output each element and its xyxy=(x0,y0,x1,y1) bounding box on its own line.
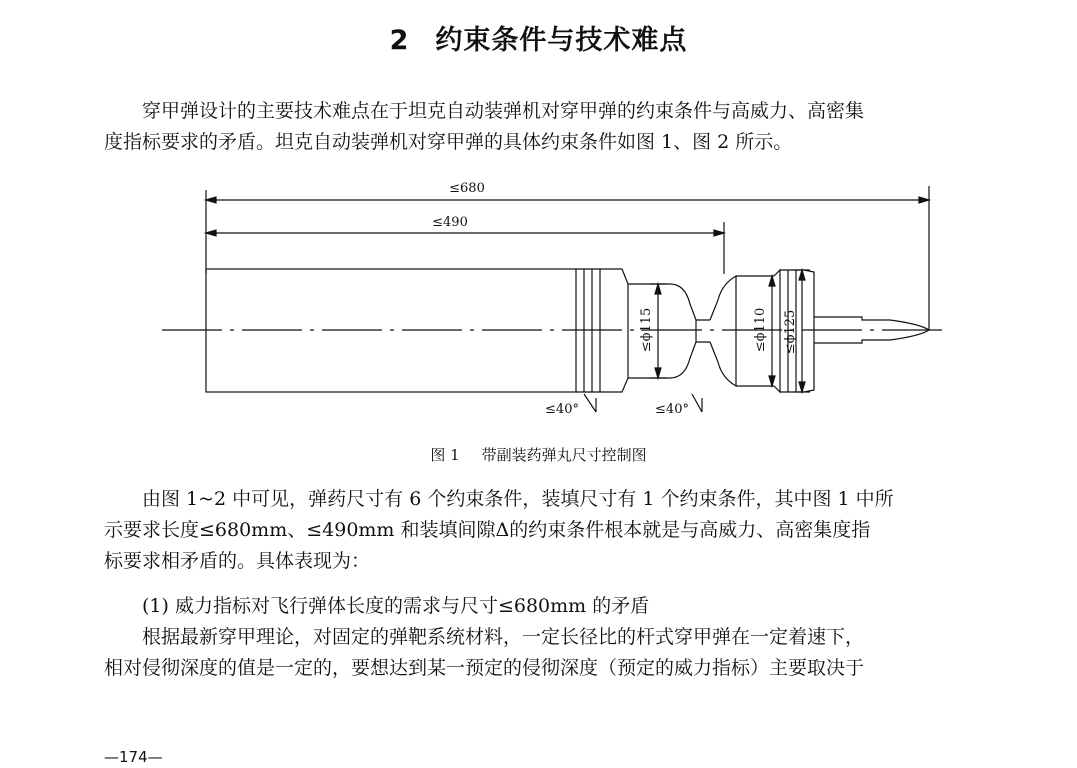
paragraph-line: 根据最新穿甲理论，对固定的弹靶系统材料，一定长径比的杆式穿甲弹在一定着速下， xyxy=(142,626,865,648)
paragraph-intro xyxy=(104,96,996,158)
angle-mark-right xyxy=(692,394,702,412)
figure-caption-text: 带副装药弹丸尺寸控制图 xyxy=(481,446,647,464)
paragraph-theory xyxy=(104,622,996,684)
angle-label-left: ≤40° xyxy=(545,402,579,417)
arrow-head xyxy=(919,197,929,203)
section-heading xyxy=(0,18,1077,57)
section-title: 约束条件与技术难点 xyxy=(435,25,688,56)
paragraph-line: 由图 1~2 中可见，弹药尺寸有 6 个约束条件，装填尺寸有 1 个约束条件，其中图 1 中所 xyxy=(142,488,894,510)
figure-caption-number: 图 1 xyxy=(430,446,460,464)
arrow-head xyxy=(714,230,724,236)
angle-mark-left xyxy=(584,394,596,412)
dia-label-110: ≤ϕ110 xyxy=(753,307,768,353)
groove-waist xyxy=(670,284,696,378)
paragraph-line: 度指标要求的矛盾。坦克自动装弹机对穿甲弹的具体约束条件如图 1、图 2 所示。 xyxy=(104,131,793,153)
projectile-dimension-figure xyxy=(150,172,950,430)
paragraph-subheading xyxy=(104,591,996,622)
paragraph-line: 示要求长度≤680mm、≤490mm 和装填间隙Δ的约束条件根本就是与高威力、高密集度指 xyxy=(104,519,871,541)
paragraph-line: 标要求相矛盾的。具体表现为： xyxy=(104,550,371,572)
dia-label-115: ≤ϕ115 xyxy=(639,307,654,353)
page-number: —174— xyxy=(104,748,163,766)
front-shoulder xyxy=(710,276,736,386)
arrow-head xyxy=(206,230,216,236)
paragraph-line: 穿甲弹设计的主要技术难点在于坦克自动装弹机对穿甲弹的约束条件与高威力、高密集 xyxy=(142,100,865,122)
dim-label-680: ≤680 xyxy=(449,181,485,196)
dia-label-125: ≤ϕ125 xyxy=(783,309,798,355)
paragraph-line: (1) 威力指标对飞行弹体长度的需求与尺寸≤680mm 的矛盾 xyxy=(142,595,650,617)
angle-label-right: ≤40° xyxy=(655,402,689,417)
front-cone xyxy=(804,270,814,392)
arrow-head xyxy=(206,197,216,203)
figure-caption xyxy=(0,444,1077,465)
paragraph-line: 相对侵彻深度的值是一定的，要想达到某一预定的侵彻深度（预定的威力指标）主要取决于 xyxy=(104,657,865,679)
dim-label-490: ≤490 xyxy=(432,215,468,230)
paragraph-analysis xyxy=(104,484,996,577)
section-number: 2 xyxy=(389,25,410,56)
